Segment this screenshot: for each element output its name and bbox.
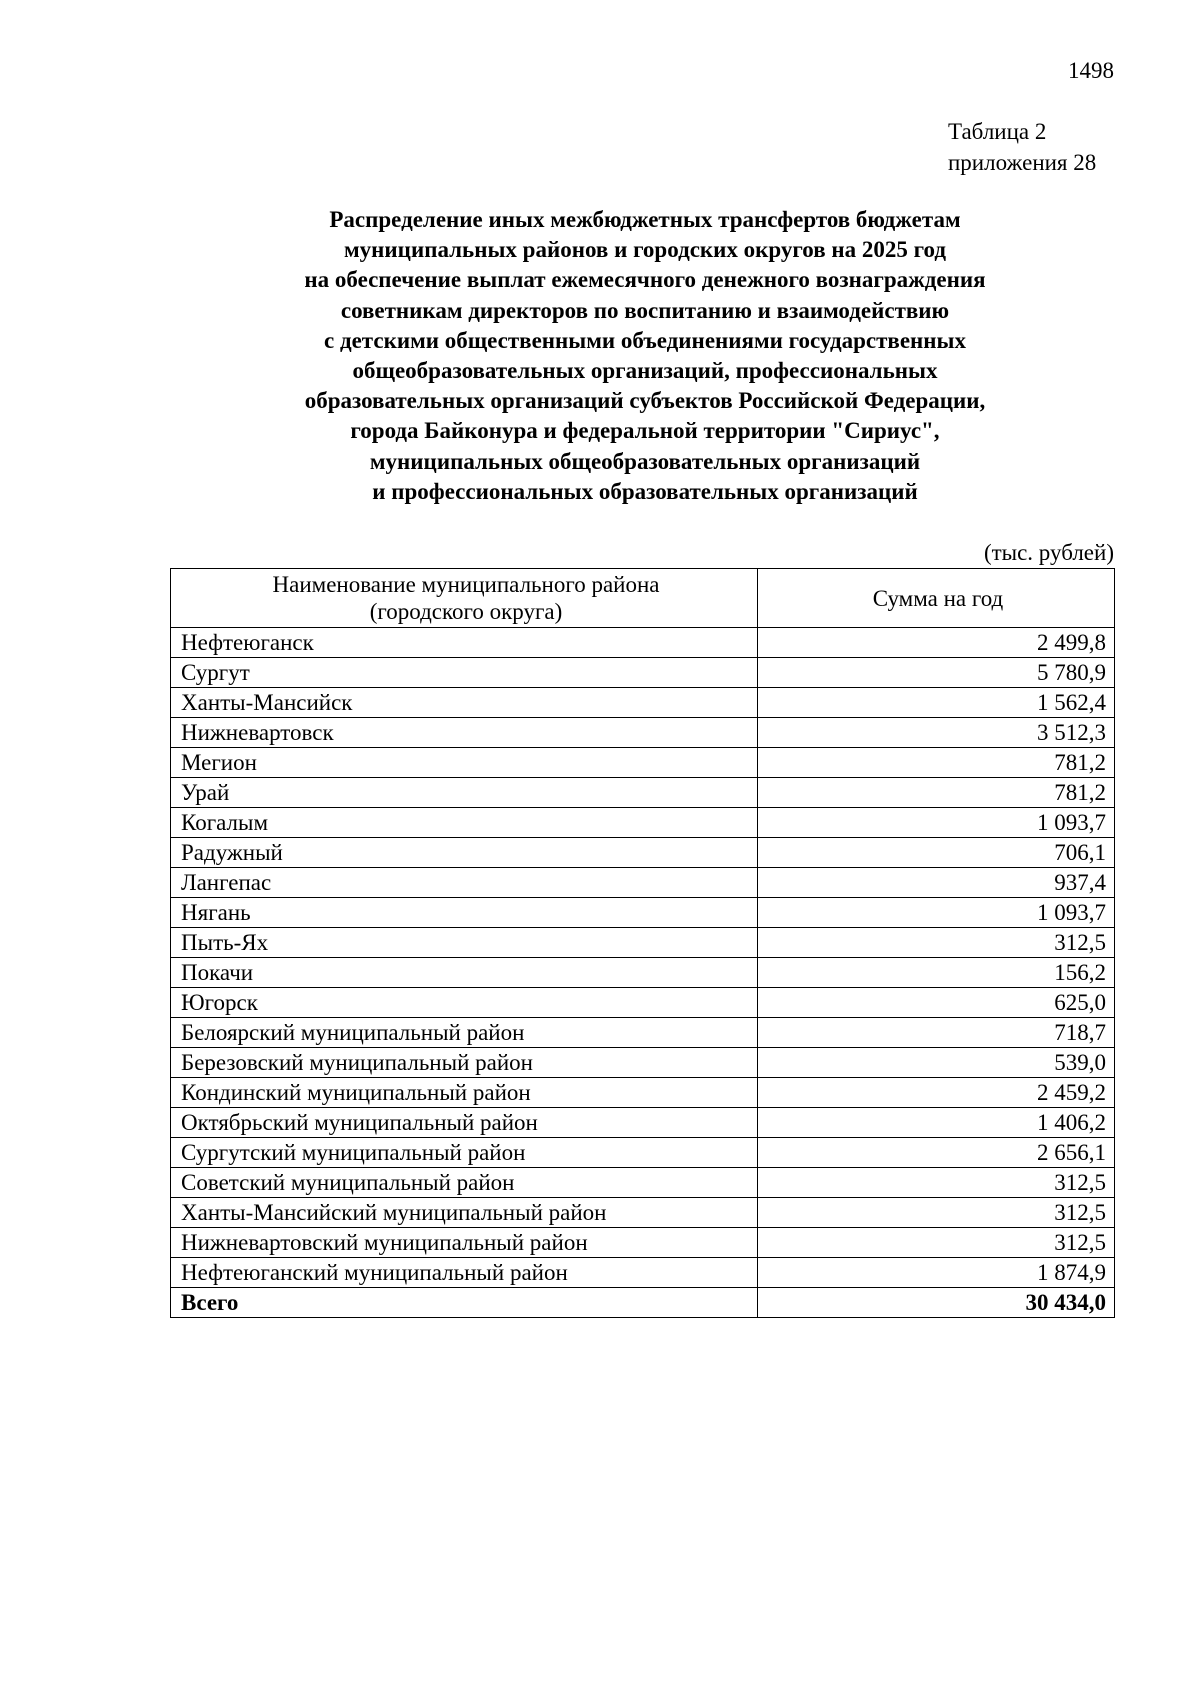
row-name: Нижневартовск [171,718,758,748]
table-row [171,928,1115,958]
total-value: 30 434,0 [758,1288,1115,1318]
table-row [171,958,1115,988]
row-name: Кондинский муниципальный район [171,1078,758,1108]
table-row [171,718,1115,748]
row-name: Березовский муниципальный район [171,1048,758,1078]
row-value: 312,5 [758,1168,1115,1198]
row-value: 781,2 [758,778,1115,808]
title-line: и профессиональных образовательных организаций [372,478,918,504]
table-row [171,1228,1115,1258]
row-name: Сургутский муниципальный район [171,1138,758,1168]
title-line: общеобразовательных организаций, профессиональных [352,358,938,384]
row-value: 2 499,8 [758,628,1115,658]
table-row [171,1108,1115,1138]
row-value: 937,4 [758,868,1115,898]
table-row [171,1078,1115,1108]
row-name: Пыть-Ях [171,928,758,958]
title-line: с детскими общественными объединениями государственных [324,327,966,353]
row-value: 718,7 [758,1018,1115,1048]
title-line: Распределение иных межбюджетных трансфертов бюджетам [329,207,961,232]
row-value: 625,0 [758,988,1115,1018]
table-body [171,628,1115,1318]
table-header-row [171,569,1115,628]
title-line: образовательных организаций субъектов Российской Федерации, [304,388,986,414]
table-row [171,658,1115,688]
title-line: муниципальных районов и городских округов на 2025 год [344,237,946,263]
table-ref-line2: приложения 28 [948,150,1097,175]
page-number: 1498 [1068,58,1114,83]
table-row [171,838,1115,868]
row-name: Мегион [171,748,758,778]
row-name: Ханты-Мансийский муниципальный район [171,1198,758,1228]
table-total-row [171,1288,1115,1318]
row-value: 1 874,9 [758,1258,1115,1288]
table-ref-line1: Таблица 2 [948,119,1047,144]
table-row [171,1168,1115,1198]
table-row [171,1198,1115,1228]
table-row [171,988,1115,1018]
title-line: города Байконура и федеральной территории "Сириус", [350,418,940,444]
title-line: на обеспечение выплат ежемесячного денежного вознаграждения [304,267,986,293]
row-name: Лангепас [171,868,758,898]
row-name: Нефтеюганск [171,628,758,658]
row-value: 5 780,9 [758,658,1115,688]
row-value: 3 512,3 [758,718,1115,748]
row-value: 781,2 [758,748,1115,778]
row-name: Нижневартовский муниципальный район [171,1228,758,1258]
row-name: Покачи [171,958,758,988]
table-row [171,868,1115,898]
row-name: Октябрьский муниципальный район [171,1108,758,1138]
row-value: 706,1 [758,838,1115,868]
title-line: муниципальных общеобразовательных организаций [369,448,921,474]
row-name: Когалым [171,808,758,838]
column-header-name [171,569,758,628]
table-row [171,1048,1115,1078]
row-name: Югорск [171,988,758,1018]
row-name: Сургут [171,658,758,688]
row-value: 1 406,2 [758,1108,1115,1138]
table-row [171,898,1115,928]
table-row [171,1138,1115,1168]
row-value: 312,5 [758,928,1115,958]
row-name: Ханты-Мансийск [171,688,758,718]
document-title [170,205,1120,507]
row-value: 1 093,7 [758,808,1115,838]
column-header-name-line1: Наименование муниципального района [272,572,660,597]
column-header-name-line2: (городского округа) [369,599,563,624]
table-row [171,1258,1115,1288]
row-name: Радужный [171,838,758,868]
table-reference [948,116,1096,178]
row-value: 1 093,7 [758,898,1115,928]
table-row [171,748,1115,778]
row-name: Нефтеюганский муниципальный район [171,1258,758,1288]
row-name: Белоярский муниципальный район [171,1018,758,1048]
row-value: 312,5 [758,1228,1115,1258]
transfers-table [170,568,1115,1318]
row-name: Советский муниципальный район [171,1168,758,1198]
row-name: Урай [171,778,758,808]
table-row [171,628,1115,658]
row-value: 2 656,1 [758,1138,1115,1168]
table-row [171,808,1115,838]
title-line: советникам директоров по воспитанию и взаимодействию [340,297,950,323]
total-label: Всего [171,1288,758,1318]
row-value: 312,5 [758,1198,1115,1228]
row-value: 2 459,2 [758,1078,1115,1108]
table-row [171,778,1115,808]
row-value: 156,2 [758,958,1115,988]
units-label: (тыс. рублей) [983,540,1114,565]
column-header-sum: Сумма на год [758,569,1115,628]
row-value: 1 562,4 [758,688,1115,718]
row-name: Нягань [171,898,758,928]
row-value: 539,0 [758,1048,1115,1078]
table-row [171,688,1115,718]
table-row [171,1018,1115,1048]
